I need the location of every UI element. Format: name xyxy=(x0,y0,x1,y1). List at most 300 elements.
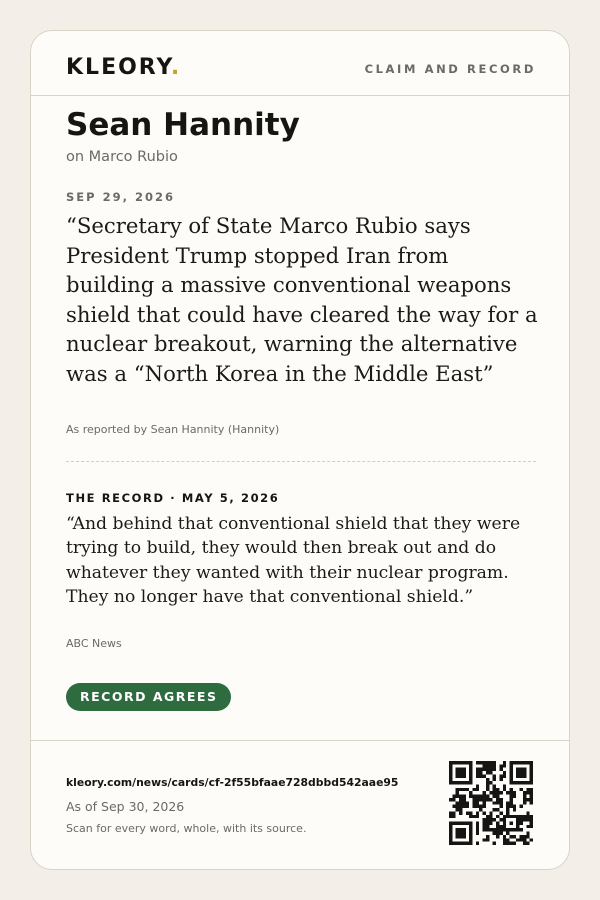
qr-module xyxy=(476,821,479,824)
qr-module xyxy=(493,832,496,835)
qr-module xyxy=(530,798,533,801)
qr-module xyxy=(452,842,455,845)
qr-module xyxy=(456,781,459,784)
qr-module xyxy=(456,761,459,764)
qr-module xyxy=(496,795,499,798)
qr-module xyxy=(493,774,496,777)
qr-module xyxy=(523,781,526,784)
qr-module xyxy=(499,768,502,771)
qr-module xyxy=(523,835,526,838)
qr-module xyxy=(516,768,519,771)
qr-module xyxy=(479,808,482,811)
qr-module xyxy=(526,832,529,835)
qr-module xyxy=(459,781,462,784)
qr-module xyxy=(499,791,502,794)
qr-module xyxy=(449,768,452,771)
qr-module xyxy=(496,808,499,811)
qr-module xyxy=(452,798,455,801)
qr-module xyxy=(526,815,529,818)
qr-module xyxy=(509,764,512,767)
qr-module xyxy=(469,825,472,828)
qr-module xyxy=(456,808,459,811)
qr-module xyxy=(509,761,512,764)
qr-module xyxy=(493,778,496,781)
qr-module xyxy=(503,785,506,788)
qr-module xyxy=(459,821,462,824)
qr-module xyxy=(516,838,519,841)
qr-module xyxy=(520,771,523,774)
qr-module xyxy=(462,805,465,808)
qr-module xyxy=(489,761,492,764)
qr-module xyxy=(486,778,489,781)
qr-module xyxy=(483,838,486,841)
qr-module xyxy=(523,791,526,794)
qr-module xyxy=(456,801,459,804)
qr-module xyxy=(526,788,529,791)
verdict-badge: RECORD AGREES xyxy=(66,683,231,711)
qr-module xyxy=(459,842,462,845)
qr-module xyxy=(526,842,529,845)
qr-module xyxy=(449,828,452,831)
qr-module xyxy=(459,805,462,808)
qr-module xyxy=(509,842,512,845)
qr-module xyxy=(530,768,533,771)
qr-module xyxy=(476,795,479,798)
qr-module xyxy=(469,811,472,814)
qr-module xyxy=(489,764,492,767)
qr-module xyxy=(469,761,472,764)
qr-module xyxy=(476,805,479,808)
section-divider xyxy=(66,461,536,462)
qr-module xyxy=(506,832,509,835)
qr-module xyxy=(503,764,506,767)
qr-module xyxy=(452,811,455,814)
brand-logo[interactable] xyxy=(66,55,181,80)
qr-module xyxy=(456,835,459,838)
qr-module xyxy=(493,818,496,821)
qr-module xyxy=(489,771,492,774)
qr-module xyxy=(499,801,502,804)
speaker-name: Sean Hannity xyxy=(66,107,300,143)
qr-module xyxy=(476,832,479,835)
qr-module xyxy=(499,811,502,814)
qr-module xyxy=(496,821,499,824)
qr-module xyxy=(476,761,479,764)
record-source: ABC News xyxy=(66,637,122,650)
qr-module xyxy=(473,798,476,801)
qr-module xyxy=(489,815,492,818)
claim-source: As reported by Sean Hannity (Hannity) xyxy=(66,423,280,436)
qr-module xyxy=(489,798,492,801)
claim-subject: on Marco Rubio xyxy=(66,149,178,165)
qr-module xyxy=(530,774,533,777)
qr-module xyxy=(509,805,512,808)
qr-module xyxy=(473,801,476,804)
qr-module xyxy=(509,768,512,771)
qr-module xyxy=(506,791,509,794)
qr-module xyxy=(479,771,482,774)
qr-module xyxy=(489,821,492,824)
qr-module xyxy=(493,801,496,804)
qr-module xyxy=(469,815,472,818)
card-url-link[interactable]: kleory.com/news/cards/cf-2f55bfaae728dbbd542aae95 xyxy=(66,776,399,789)
qr-module xyxy=(483,798,486,801)
qr-module xyxy=(530,764,533,767)
qr-module xyxy=(462,795,465,798)
qr-module xyxy=(456,771,459,774)
qr-module xyxy=(506,842,509,845)
qr-module xyxy=(456,768,459,771)
qr-module xyxy=(526,798,529,801)
qr-module xyxy=(513,761,516,764)
qr-module xyxy=(462,774,465,777)
qr-module xyxy=(483,791,486,794)
qr-module xyxy=(479,798,482,801)
qr-module xyxy=(459,828,462,831)
qr-module xyxy=(459,774,462,777)
qr-module xyxy=(489,791,492,794)
qr-module xyxy=(479,768,482,771)
qr-module xyxy=(520,781,523,784)
qr-module xyxy=(503,761,506,764)
qr-module xyxy=(503,818,506,821)
qr-module xyxy=(456,795,459,798)
qr-module xyxy=(486,838,489,841)
qr-module xyxy=(513,781,516,784)
scan-instructions: Scan for every word, whole, with its source. xyxy=(66,822,307,835)
qr-module xyxy=(456,788,459,791)
qr-module xyxy=(473,795,476,798)
qr-module xyxy=(503,825,506,828)
qr-module xyxy=(530,778,533,781)
qr-module xyxy=(479,795,482,798)
qr-module xyxy=(493,795,496,798)
qr-module xyxy=(473,805,476,808)
qr-module xyxy=(523,798,526,801)
qr-module xyxy=(499,774,502,777)
qr-module xyxy=(503,788,506,791)
qr-module xyxy=(469,838,472,841)
qr-module xyxy=(520,788,523,791)
qr-module xyxy=(459,771,462,774)
qr-module xyxy=(486,764,489,767)
record-quote: “And behind that conventional shield that they were trying to build, they would then break out and do whatever they wanted with their nuclear program. They no longer have that conventional shield.” xyxy=(66,514,521,607)
qr-module xyxy=(499,805,502,808)
qr-module xyxy=(503,835,506,838)
qr-module xyxy=(476,815,479,818)
qr-module xyxy=(530,771,533,774)
qr-module xyxy=(483,825,486,828)
qr-module xyxy=(486,798,489,801)
qr-module xyxy=(516,821,519,824)
qr-module xyxy=(452,761,455,764)
qr-module xyxy=(530,838,533,841)
qr-code-icon[interactable] xyxy=(449,761,533,845)
qr-module xyxy=(486,781,489,784)
qr-module xyxy=(486,815,489,818)
qr-module xyxy=(520,768,523,771)
qr-module xyxy=(462,842,465,845)
qr-module xyxy=(520,774,523,777)
qr-module xyxy=(523,761,526,764)
qr-module xyxy=(469,774,472,777)
qr-module xyxy=(530,818,533,821)
as-of-date: As of Sep 30, 2026 xyxy=(66,799,185,814)
qr-module xyxy=(466,811,469,814)
qr-module xyxy=(523,771,526,774)
qr-module xyxy=(452,815,455,818)
qr-module xyxy=(499,825,502,828)
qr-module xyxy=(483,761,486,764)
qr-module xyxy=(469,828,472,831)
qr-module xyxy=(486,785,489,788)
qr-module xyxy=(469,832,472,835)
qr-module xyxy=(509,778,512,781)
qr-module xyxy=(469,781,472,784)
qr-module xyxy=(499,778,502,781)
qr-module xyxy=(506,801,509,804)
qr-module xyxy=(459,811,462,814)
qr-module xyxy=(476,828,479,831)
qr-module xyxy=(509,828,512,831)
qr-module xyxy=(513,791,516,794)
qr-module xyxy=(476,825,479,828)
qr-module xyxy=(486,825,489,828)
qr-module xyxy=(486,821,489,824)
qr-module xyxy=(466,761,469,764)
qr-module xyxy=(516,774,519,777)
qr-module xyxy=(456,842,459,845)
qr-module xyxy=(493,785,496,788)
qr-module xyxy=(516,815,519,818)
qr-module xyxy=(459,798,462,801)
qr-module xyxy=(499,832,502,835)
qr-module xyxy=(493,764,496,767)
qr-module xyxy=(496,815,499,818)
qr-module xyxy=(469,795,472,798)
qr-module xyxy=(466,781,469,784)
qr-module xyxy=(509,795,512,798)
qr-module xyxy=(499,798,502,801)
qr-module xyxy=(462,832,465,835)
qr-module xyxy=(520,821,523,824)
qr-module xyxy=(462,801,465,804)
qr-module xyxy=(496,832,499,835)
qr-module xyxy=(523,801,526,804)
qr-module xyxy=(506,808,509,811)
qr-module xyxy=(456,828,459,831)
qr-module xyxy=(509,788,512,791)
qr-module xyxy=(503,821,506,824)
qr-module xyxy=(493,768,496,771)
qr-module xyxy=(469,821,472,824)
qr-module xyxy=(456,805,459,808)
qr-module xyxy=(469,842,472,845)
qr-module xyxy=(509,781,512,784)
qr-module xyxy=(526,811,529,814)
qr-module xyxy=(476,771,479,774)
qr-module xyxy=(456,832,459,835)
qr-module xyxy=(456,791,459,794)
qr-module xyxy=(459,801,462,804)
qr-module xyxy=(499,764,502,767)
qr-module xyxy=(479,774,482,777)
brand-name: KLEORY xyxy=(66,55,171,80)
qr-module xyxy=(459,768,462,771)
qr-module xyxy=(493,761,496,764)
qr-module xyxy=(523,815,526,818)
qr-module xyxy=(462,828,465,831)
qr-module xyxy=(466,788,469,791)
qr-module xyxy=(516,771,519,774)
card-header xyxy=(31,31,569,96)
qr-module xyxy=(462,798,465,801)
qr-module xyxy=(513,795,516,798)
qr-module xyxy=(459,832,462,835)
qr-module xyxy=(462,821,465,824)
qr-module xyxy=(526,791,529,794)
qr-module xyxy=(503,838,506,841)
qr-module xyxy=(489,818,492,821)
qr-module xyxy=(503,771,506,774)
qr-module xyxy=(449,832,452,835)
qr-module xyxy=(513,805,516,808)
qr-module xyxy=(483,811,486,814)
qr-module xyxy=(483,764,486,767)
qr-module xyxy=(509,815,512,818)
qr-module xyxy=(476,774,479,777)
header-tag: CLAIM AND RECORD xyxy=(364,62,536,76)
qr-module xyxy=(483,795,486,798)
qr-module xyxy=(513,815,516,818)
qr-module xyxy=(506,838,509,841)
qr-module xyxy=(509,801,512,804)
qr-module xyxy=(520,815,523,818)
qr-module xyxy=(493,828,496,831)
qr-module xyxy=(503,828,506,831)
qr-module xyxy=(476,798,479,801)
qr-module xyxy=(473,815,476,818)
qr-module xyxy=(503,842,506,845)
qr-module xyxy=(469,835,472,838)
qr-module xyxy=(496,791,499,794)
qr-module xyxy=(449,771,452,774)
qr-module xyxy=(462,768,465,771)
qr-module xyxy=(489,768,492,771)
qr-module xyxy=(523,838,526,841)
qr-module xyxy=(496,788,499,791)
qr-module xyxy=(449,774,452,777)
qr-module xyxy=(523,795,526,798)
qr-module xyxy=(496,828,499,831)
qr-module xyxy=(516,781,519,784)
claim-quote: “Secretary of State Marco Rubio says President Trump stopped Iran from building a massive conventional weapons shield that could have cleared the way for a nuclear breakout, warning the alternative was a “North Korea in the Middle East” xyxy=(66,213,538,386)
qr-module xyxy=(466,801,469,804)
qr-module xyxy=(526,835,529,838)
qr-module xyxy=(483,801,486,804)
qr-module xyxy=(509,835,512,838)
qr-module xyxy=(530,821,533,824)
qr-module xyxy=(476,801,479,804)
qr-module xyxy=(486,761,489,764)
qr-module xyxy=(530,825,533,828)
qr-module xyxy=(456,774,459,777)
qr-module xyxy=(469,778,472,781)
qr-module xyxy=(486,788,489,791)
qr-module xyxy=(459,808,462,811)
qr-module xyxy=(462,761,465,764)
qr-module xyxy=(479,805,482,808)
qr-module xyxy=(466,821,469,824)
qr-module xyxy=(509,774,512,777)
qr-module xyxy=(496,835,499,838)
qr-module xyxy=(452,821,455,824)
qr-module xyxy=(449,842,452,845)
qr-module xyxy=(509,791,512,794)
qr-module xyxy=(523,842,526,845)
qr-module xyxy=(479,761,482,764)
qr-module xyxy=(476,842,479,845)
qr-module xyxy=(462,788,465,791)
qr-module xyxy=(449,825,452,828)
claim-date: SEP 29, 2026 xyxy=(66,190,175,204)
qr-module xyxy=(493,788,496,791)
qr-module xyxy=(449,761,452,764)
card-footer xyxy=(31,740,570,870)
qr-module xyxy=(520,805,523,808)
qr-module xyxy=(469,771,472,774)
qr-module xyxy=(513,842,516,845)
qr-module xyxy=(466,842,469,845)
qr-module xyxy=(486,828,489,831)
qr-module xyxy=(456,821,459,824)
qr-module xyxy=(459,788,462,791)
qr-module xyxy=(493,808,496,811)
qr-module xyxy=(466,805,469,808)
qr-module xyxy=(530,791,533,794)
qr-module xyxy=(462,835,465,838)
qr-module xyxy=(509,771,512,774)
qr-module xyxy=(476,811,479,814)
qr-module xyxy=(496,825,499,828)
qr-module xyxy=(459,795,462,798)
qr-module xyxy=(449,821,452,824)
qr-module xyxy=(462,771,465,774)
qr-module xyxy=(449,798,452,801)
qr-module xyxy=(530,761,533,764)
qr-module xyxy=(516,818,519,821)
qr-module xyxy=(449,838,452,841)
qr-module xyxy=(449,811,452,814)
qr-module xyxy=(483,805,486,808)
qr-module xyxy=(530,781,533,784)
qr-module xyxy=(526,818,529,821)
qr-module xyxy=(449,764,452,767)
qr-module xyxy=(520,828,523,831)
qr-module xyxy=(503,774,506,777)
qr-module xyxy=(513,835,516,838)
record-label: THE RECORD · MAY 5, 2026 xyxy=(66,491,280,505)
qr-module xyxy=(506,805,509,808)
qr-module xyxy=(483,774,486,777)
qr-module xyxy=(489,828,492,831)
qr-module xyxy=(506,811,509,814)
qr-module xyxy=(449,815,452,818)
qr-module xyxy=(469,791,472,794)
qr-module xyxy=(516,825,519,828)
qr-module xyxy=(530,815,533,818)
brand-dot: . xyxy=(170,55,182,80)
